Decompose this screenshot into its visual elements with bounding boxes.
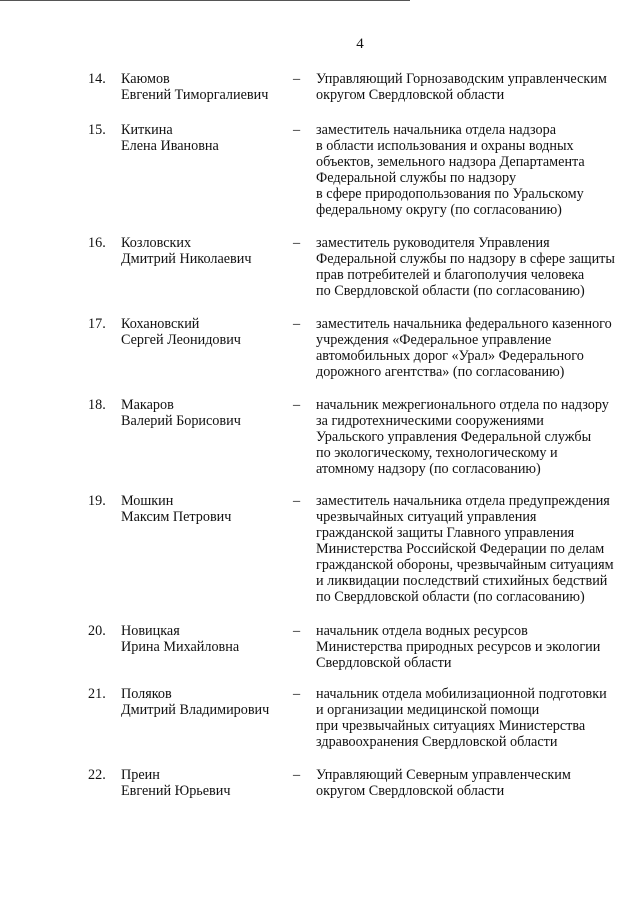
- person-name: [121, 397, 291, 429]
- desc-line: Управляющий Горнозаводским управленческим: [316, 71, 607, 87]
- dash: –: [293, 122, 301, 138]
- surname: Козловских: [121, 235, 192, 251]
- desc-line: по Свердловской области (по согласованию): [316, 283, 585, 299]
- surname: Поляков: [121, 686, 172, 702]
- desc-line: гражданской защиты Главного управления: [316, 525, 575, 541]
- desc-line: заместитель начальника федерального казенного: [316, 316, 612, 332]
- position-description: [316, 767, 616, 799]
- item-number: 21.: [88, 686, 106, 702]
- given-names: Сергей Леонидович: [121, 332, 241, 348]
- person-name: [121, 71, 291, 103]
- person-name: [121, 767, 291, 799]
- given-names: Дмитрий Владимирович: [121, 702, 270, 718]
- desc-line: дорожного агентства» (по согласованию): [316, 364, 565, 380]
- dash: –: [293, 623, 301, 639]
- dash: –: [293, 235, 301, 251]
- item-number: 22.: [88, 767, 106, 783]
- desc-line: в сфере природопользования по Уральскому: [316, 186, 584, 202]
- desc-line: и ликвидации последствий стихийных бедствий: [316, 573, 608, 589]
- given-names: Валерий Борисович: [121, 413, 241, 429]
- person-name: [121, 623, 291, 655]
- surname: Киткина: [121, 122, 173, 138]
- given-names: Евгений Юрьевич: [121, 783, 231, 799]
- item-number: 18.: [88, 397, 106, 413]
- item-number: 20.: [88, 623, 106, 639]
- desc-line: здравоохранения Свердловской области: [316, 734, 558, 750]
- desc-line: атомному надзору (по согласованию): [316, 461, 541, 477]
- desc-line: по экологическому, технологическому и: [316, 445, 558, 461]
- desc-line: федеральному округу (по согласованию): [316, 202, 562, 218]
- desc-line: учреждения «Федеральное управление: [316, 332, 552, 348]
- desc-line: Министерства природных ресурсов и экологии: [316, 639, 601, 655]
- desc-line: начальник отдела мобилизационной подготовки: [316, 686, 607, 702]
- item-number: 14.: [88, 71, 106, 87]
- desc-line: Уральского управления Федеральной службы: [316, 429, 592, 445]
- given-names: Евгений Тиморгалиевич: [121, 87, 269, 103]
- desc-line: заместитель начальника отдела надзора: [316, 122, 556, 138]
- desc-line: объектов, земельного надзора Департамента: [316, 154, 585, 170]
- person-name: [121, 235, 291, 267]
- position-description: [316, 623, 616, 671]
- desc-line: и организации медицинской помощи: [316, 702, 540, 718]
- desc-line: прав потребителей и благополучия человека: [316, 267, 585, 283]
- desc-line: Федеральной службы по надзору в сфере защиты: [316, 251, 615, 267]
- desc-line: автомобильных дорог «Урал» Федерального: [316, 348, 584, 364]
- desc-line: заместитель руководителя Управления: [316, 235, 550, 251]
- given-names: Дмитрий Николаевич: [121, 251, 252, 267]
- desc-line: Свердловской области: [316, 655, 452, 671]
- scan-top-border: [0, 0, 410, 3]
- position-description: [316, 493, 616, 605]
- surname: Мошкин: [121, 493, 174, 509]
- desc-line: по Свердловской области (по согласованию): [316, 589, 585, 605]
- desc-line: заместитель начальника отдела предупреждения: [316, 493, 610, 509]
- item-number: 19.: [88, 493, 106, 509]
- desc-line: начальник отдела водных ресурсов: [316, 623, 528, 639]
- desc-line: округом Свердловской области: [316, 87, 505, 103]
- dash: –: [293, 493, 301, 509]
- desc-line: за гидротехническими сооружениями: [316, 413, 544, 429]
- surname: Новицкая: [121, 623, 180, 639]
- item-number: 15.: [88, 122, 106, 138]
- position-description: [316, 235, 616, 299]
- dash: –: [293, 397, 301, 413]
- desc-line: в области использования и охраны водных: [316, 138, 574, 154]
- person-name: [121, 122, 291, 154]
- item-number: 17.: [88, 316, 106, 332]
- desc-line: округом Свердловской области: [316, 783, 505, 799]
- given-names: Ирина Михайловна: [121, 639, 240, 655]
- desc-line: гражданской обороны, чрезвычайным ситуациям: [316, 557, 614, 573]
- dash: –: [293, 686, 301, 702]
- desc-line: Министерства Российской Федерации по делам: [316, 541, 605, 557]
- desc-line: начальник межрегионального отдела по надзору: [316, 397, 609, 413]
- position-description: [316, 122, 616, 218]
- desc-line: при чрезвычайных ситуациях Министерства: [316, 718, 586, 734]
- given-names: Максим Петрович: [121, 509, 232, 525]
- surname: Каюмов: [121, 71, 170, 87]
- surname: Кохановский: [121, 316, 200, 332]
- surname: Преин: [121, 767, 160, 783]
- dash: –: [293, 316, 301, 332]
- item-number: 16.: [88, 235, 106, 251]
- person-name: [121, 493, 291, 525]
- given-names: Елена Ивановна: [121, 138, 219, 154]
- desc-line: Управляющий Северным управленческим: [316, 767, 571, 783]
- position-description: [316, 316, 616, 380]
- position-description: [316, 71, 616, 103]
- position-description: [316, 686, 616, 750]
- person-name: [121, 686, 291, 718]
- person-name: [121, 316, 291, 348]
- dash: –: [293, 71, 301, 87]
- position-description: [316, 397, 616, 477]
- surname: Макаров: [121, 397, 174, 413]
- desc-line: Федеральной службы по надзору: [316, 170, 517, 186]
- desc-line: чрезвычайных ситуаций управления: [316, 509, 537, 525]
- dash: –: [293, 767, 301, 783]
- page-number: 4: [356, 36, 364, 52]
